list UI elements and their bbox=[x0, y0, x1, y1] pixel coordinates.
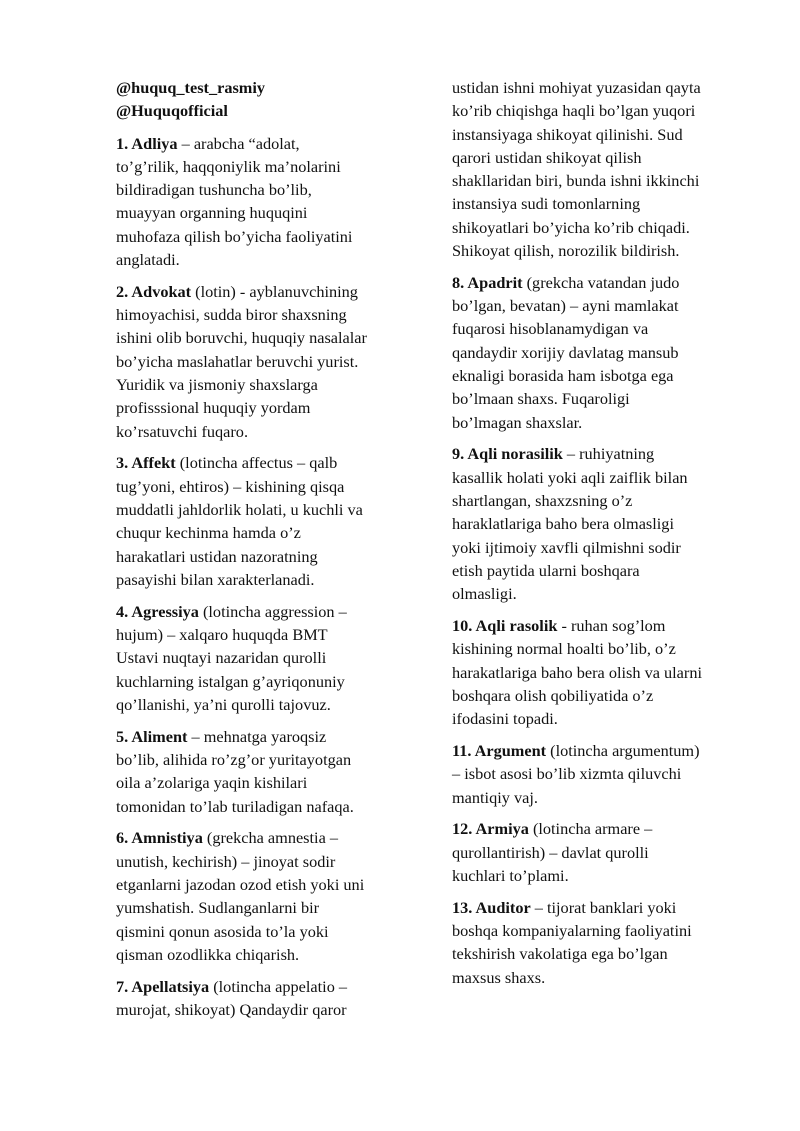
entry-definition-text: ishini olib boruvchi, huquqiy nasalalar bbox=[116, 328, 367, 348]
entry-term: 13. Auditor bbox=[452, 897, 531, 917]
entry-definition-text: Yuridik va jismoniy shaxslarga bbox=[116, 375, 318, 395]
glossary-entries-right bbox=[452, 76, 752, 989]
entry-definition-text: (grekcha vatandan judo bbox=[522, 272, 680, 292]
entry-line bbox=[116, 475, 416, 498]
entry-line bbox=[452, 919, 752, 942]
glossary-entry bbox=[452, 817, 752, 887]
glossary-entry bbox=[452, 614, 752, 730]
entry-definition-text: qo’llanishi, ya’ni qurolli tajovuz. bbox=[116, 694, 331, 714]
entry-line bbox=[452, 76, 752, 99]
entry-definition-text: to’g’rilik, haqqoniylik ma’nolarini bbox=[116, 156, 341, 176]
entry-definition-text: bo’lmaan shaxs. Fuqaroligi bbox=[452, 389, 630, 409]
glossary-entry bbox=[116, 132, 416, 272]
entry-definition-text: – mehnatga yaroqsiz bbox=[187, 726, 327, 746]
entry-line bbox=[452, 841, 752, 864]
entry-line bbox=[452, 762, 752, 785]
entry-definition-text: murojat, shikoyat) Qandaydir qaror bbox=[116, 999, 347, 1019]
glossary-entry bbox=[452, 76, 752, 262]
entry-definition-text: - ruhan sog’lom bbox=[557, 616, 666, 636]
entry-line bbox=[452, 239, 752, 262]
entry-definition-text: qarori ustidan shikoyat qilish bbox=[452, 147, 642, 167]
glossary-entry bbox=[116, 600, 416, 716]
entry-line bbox=[452, 966, 752, 989]
entry-definition-text: – tijorat banklari yoki bbox=[530, 897, 677, 917]
entry-definition-text: (lotin) - ayblanuvchining bbox=[191, 281, 358, 301]
entry-definition-text: instansiyaga shikoyat qilinishi. Sud bbox=[452, 124, 683, 144]
entry-line bbox=[116, 420, 416, 443]
entry-line bbox=[452, 364, 752, 387]
entry-definition-text: bo’lgan, bevatan) – ayni mamlakat bbox=[452, 296, 679, 316]
entry-definition-text: unutish, kechirish) – jinoyat sodir bbox=[116, 851, 336, 871]
entry-line bbox=[452, 582, 752, 605]
entry-line bbox=[116, 623, 416, 646]
entry-term: 6. Amnistiya bbox=[116, 828, 203, 848]
entry-definition-text: (lotincha affectus – qalb bbox=[175, 453, 338, 473]
left-column bbox=[116, 76, 416, 1030]
entry-definition-text: (lotincha appelatio – bbox=[209, 976, 348, 996]
entry-definition-text: ifodasini topadi. bbox=[452, 709, 558, 729]
entry-line bbox=[452, 661, 752, 684]
entry-definition-text: bo’lmagan shaxslar. bbox=[452, 412, 583, 432]
glossary-entry bbox=[116, 280, 416, 443]
entry-definition-text: qisman ozodlikka chiqarish. bbox=[116, 944, 300, 964]
entry-line bbox=[452, 317, 752, 340]
entry-line bbox=[452, 536, 752, 559]
entry-definition-text: qandaydir xorijiy davlatag mansub bbox=[452, 342, 679, 362]
entry-line bbox=[116, 670, 416, 693]
entry-line bbox=[116, 373, 416, 396]
channel-handle: @huquq_test_rasmiy bbox=[116, 78, 266, 97]
entry-line bbox=[452, 739, 752, 762]
entry-definition-text: qurollantirish) – davlat qurolli bbox=[452, 842, 649, 862]
entry-definition-text: (lotincha aggression – bbox=[198, 601, 347, 621]
entry-line bbox=[116, 896, 416, 919]
entry-definition-text: bo’yicha maslahatlar beruvchi yurist. bbox=[116, 351, 359, 371]
channel-handle: @Huquqofficial bbox=[116, 101, 228, 121]
entry-definition-text: tomonidan to’lab turiladigan nafaqa. bbox=[116, 796, 354, 816]
entry-line bbox=[452, 442, 752, 465]
entry-definition-text: Ustavi nuqtayi nazaridan qurolli bbox=[116, 648, 327, 668]
entry-line bbox=[452, 411, 752, 434]
channel-handles bbox=[116, 76, 416, 123]
entry-line bbox=[116, 725, 416, 748]
entry-line bbox=[116, 303, 416, 326]
entry-line bbox=[452, 341, 752, 364]
entry-term: 8. Apadrit bbox=[452, 272, 523, 292]
glossary-entry bbox=[452, 896, 752, 989]
entry-line bbox=[116, 568, 416, 591]
glossary-entry bbox=[116, 975, 416, 1022]
entry-definition-text: eknaligi borasida ham isbotga ega bbox=[452, 366, 674, 386]
entry-definition-text: olmasligi. bbox=[452, 584, 517, 604]
entry-line bbox=[452, 294, 752, 317]
entry-definition-text: ko’rsatuvchi fuqaro. bbox=[116, 421, 249, 441]
glossary-entry bbox=[116, 826, 416, 966]
entry-term: 5. Aliment bbox=[116, 726, 188, 746]
entry-line bbox=[116, 920, 416, 943]
entry-line bbox=[452, 817, 752, 840]
entry-line bbox=[116, 771, 416, 794]
entry-line bbox=[452, 707, 752, 730]
entry-line bbox=[452, 512, 752, 535]
entry-line bbox=[116, 600, 416, 623]
entry-definition-text: haraklatlariga baho bera olmasligi bbox=[452, 514, 674, 534]
entry-line bbox=[452, 123, 752, 146]
entry-definition-text: shakllaridan biri, bunda ishni ikkinchi bbox=[452, 171, 700, 191]
glossary-entry bbox=[452, 739, 752, 809]
entry-definition-text: maxsus shaxs. bbox=[452, 967, 546, 987]
entry-definition-text: muayyan organning huquqini bbox=[116, 203, 308, 223]
glossary-entry bbox=[452, 442, 752, 605]
entry-line bbox=[452, 387, 752, 410]
entry-line bbox=[116, 850, 416, 873]
entry-definition-text: kasallik holati yoki aqli zaiflik bilan bbox=[452, 467, 688, 487]
entry-line bbox=[116, 326, 416, 349]
entry-line bbox=[452, 192, 752, 215]
entry-line bbox=[452, 169, 752, 192]
entry-term: 10. Aqli rasolik bbox=[452, 616, 558, 636]
entry-definition-text: boshqara olish qobiliyatida o’z bbox=[452, 685, 654, 705]
entry-definition-text: etganlarni jazodan ozod etish yoki uni bbox=[116, 875, 365, 894]
entry-line bbox=[452, 864, 752, 887]
entry-line bbox=[116, 132, 416, 155]
entry-definition-text: kuchlarning istalgan g’ayriqonuniy bbox=[116, 671, 345, 691]
entry-definition-text: tug’yoni, ehtiros) – kishining qisqa bbox=[116, 476, 345, 496]
entry-definition-text: mantiqiy vaj. bbox=[452, 787, 538, 807]
entry-definition-text: harakatlariga baho bera olish va ularni bbox=[452, 662, 702, 682]
entry-line bbox=[116, 280, 416, 303]
entry-definition-text: (lotincha argumentum) bbox=[546, 741, 700, 761]
entry-definition-text: chuqur kechinma hamda o’z bbox=[116, 523, 301, 543]
entry-definition-text: – ruhiyatning bbox=[562, 444, 655, 464]
entry-line bbox=[452, 146, 752, 169]
entry-line bbox=[452, 489, 752, 512]
entry-definition-text: muhofaza qilish bo’yicha faoliyatini bbox=[116, 226, 353, 246]
entry-line bbox=[452, 786, 752, 809]
entry-line bbox=[116, 498, 416, 521]
entry-line bbox=[452, 684, 752, 707]
entry-line bbox=[452, 614, 752, 637]
entry-definition-text: kishining normal hoalti bo’lib, o’z bbox=[452, 639, 676, 659]
entry-definition-text: himoyachisi, sudda biror shaxsning bbox=[116, 305, 347, 325]
entry-term: 4. Agressiya bbox=[116, 601, 199, 621]
entry-line bbox=[452, 896, 752, 919]
entry-term: 11. Argument bbox=[452, 741, 547, 761]
entry-definition-text: (lotincha armare – bbox=[528, 819, 653, 839]
entry-definition-text: yumshatish. Sudlanganlarni bir bbox=[116, 898, 320, 918]
entry-line bbox=[116, 225, 416, 248]
entry-term: 12. Armiya bbox=[452, 819, 529, 839]
entry-line bbox=[116, 201, 416, 224]
glossary-entry bbox=[452, 271, 752, 434]
entry-definition-text: yoki ijtimoiy xavfli qilmishni sodir bbox=[452, 537, 681, 557]
entry-term: 7. Apellatsiya bbox=[116, 976, 210, 996]
entry-definition-text: muddatli jahldorlik holati, u kuchli va bbox=[116, 500, 363, 520]
entry-definition-text: shikoyatlari bo’yicha ko’rib chiqadi. bbox=[452, 217, 690, 237]
entry-line bbox=[116, 748, 416, 771]
entry-definition-text: boshqa kompaniyalarning faoliyatini bbox=[452, 921, 692, 941]
entry-line bbox=[116, 873, 416, 896]
entry-definition-text: harakatlari ustidan nazoratning bbox=[116, 546, 318, 566]
entry-definition-text: shartlangan, shaxzsning o’z bbox=[452, 491, 633, 511]
entry-line bbox=[116, 521, 416, 544]
entry-definition-text: bo’lib, alihida ro’zg’or yuritayotgan bbox=[116, 750, 352, 770]
entry-definition-text: – isbot asosi bo’lib xizmta qiluvchi bbox=[452, 764, 682, 784]
entry-definition-text: etish paytida ularni boshqara bbox=[452, 560, 640, 580]
entry-line bbox=[452, 216, 752, 239]
entry-term: 1. Adliya bbox=[116, 133, 178, 153]
glossary-entry bbox=[116, 451, 416, 591]
entry-definition-text: bildiradigan tushuncha bo’lib, bbox=[116, 180, 312, 200]
entry-definition-text: ko’rib chiqishga haqli bo’lgan yuqori bbox=[452, 101, 696, 121]
entry-line bbox=[116, 975, 416, 998]
entry-term: 3. Affekt bbox=[116, 453, 176, 473]
glossary-entry bbox=[116, 725, 416, 818]
entry-definition-text: (grekcha amnestia – bbox=[202, 828, 339, 848]
entry-line bbox=[116, 178, 416, 201]
entry-definition-text: profisssional huquqiy yordam bbox=[116, 398, 311, 418]
entry-definition-text: oila a’zolariga yaqin kishilari bbox=[116, 773, 308, 793]
entry-line bbox=[116, 646, 416, 669]
entry-line bbox=[116, 693, 416, 716]
entry-line bbox=[116, 998, 416, 1021]
entry-definition-text: hujum) – xalqaro huquqda BMT bbox=[116, 625, 328, 645]
entry-definition-text: kuchlari to’plami. bbox=[452, 866, 569, 885]
entry-line bbox=[116, 545, 416, 568]
entry-line bbox=[452, 466, 752, 489]
entry-line bbox=[116, 451, 416, 474]
entry-line bbox=[116, 350, 416, 373]
entry-definition-text: anglatadi. bbox=[116, 250, 180, 270]
entry-definition-text: Shikoyat qilish, norozilik bildirish. bbox=[452, 241, 680, 261]
entry-definition-text: instansiya sudi tomonlarning bbox=[452, 194, 641, 214]
entry-definition-text: ustidan ishni mohiyat yuzasidan qayta bbox=[452, 78, 701, 97]
entry-line bbox=[116, 826, 416, 849]
entry-definition-text: qismini qonun asosida to’la yoki bbox=[116, 921, 329, 941]
entry-line bbox=[452, 99, 752, 122]
entry-definition-text: tekshirish vakolatiga ega bo’lgan bbox=[452, 944, 668, 964]
entry-line bbox=[452, 271, 752, 294]
entry-line bbox=[116, 795, 416, 818]
entry-definition-text: fuqarosi hisoblanamydigan va bbox=[452, 319, 649, 339]
entry-definition-text: – arabcha “adolat, bbox=[177, 133, 300, 153]
entry-line bbox=[452, 559, 752, 582]
glossary-entries-left bbox=[116, 132, 416, 1022]
entry-line bbox=[452, 637, 752, 660]
entry-line bbox=[116, 943, 416, 966]
entry-definition-text: pasayishi bilan xarakterlanadi. bbox=[116, 569, 315, 589]
entry-term: 9. Aqli norasilik bbox=[452, 444, 563, 464]
entry-line bbox=[116, 396, 416, 419]
entry-line bbox=[452, 942, 752, 965]
entry-term: 2. Advokat bbox=[116, 281, 192, 301]
right-column bbox=[452, 76, 752, 997]
entry-line bbox=[116, 248, 416, 271]
entry-line bbox=[116, 155, 416, 178]
